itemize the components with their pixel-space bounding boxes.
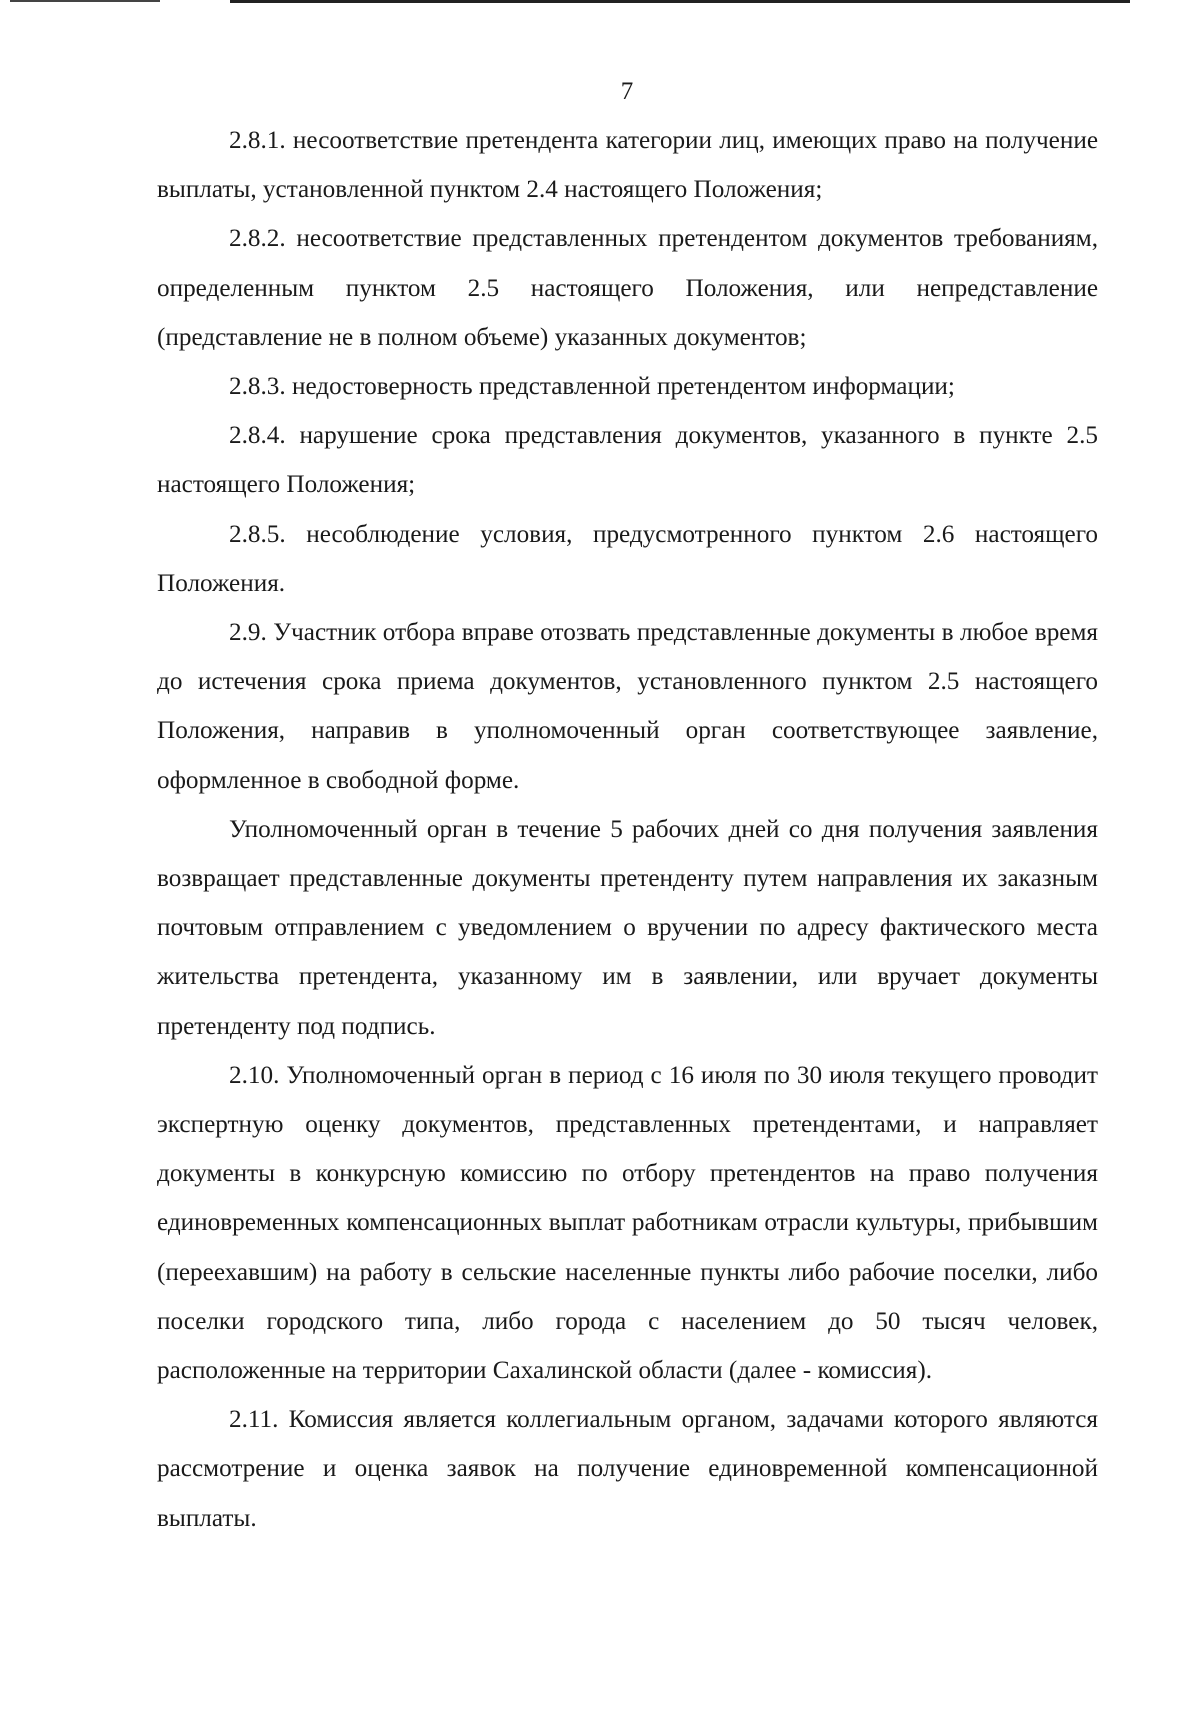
paragraph-2-9-return: Уполномоченный орган в течение 5 рабочих дней со дня получения заявления возвращает представленные документы претенденту путем направления их заказным почтовым отправлением с уведомлением о вручении по адресу фактического места жительства претендента, указанному им в заявлении, или вручает документы претенденту под подпись. (157, 815, 1098, 1040)
scan-edge-line-left (10, 0, 160, 2)
paragraph-2-8-3: 2.8.3. недостоверность представленной претендентом информации; (229, 373, 955, 401)
paragraph-2-8-2: 2.8.2. несоответствие представленных претендентом документов требованиям, определенным пунктом 2.5 настоящего Положения, или непредставление (представление не в полном объеме) указанных документов; (157, 225, 1098, 351)
paragraph-2-8-4: 2.8.4. нарушение срока представления документов, указанного в пункте 2.5 настоящего Положения; (157, 422, 1098, 499)
paragraph-2-9: 2.9. Участник отбора вправе отозвать представленные документы в любое время до истечения срока приема документов, установленного пунктом 2.5 настоящего Положения, направив в уполномоченный орган соответствующее заявление, оформленное в свободной форме. (157, 619, 1098, 794)
paragraph-2-8-1: 2.8.1. несоответствие претендента категории лиц, имеющих право на получение выплаты, установленной пунктом 2.4 настоящего Положения; (157, 127, 1098, 204)
page-number: 7 (620, 78, 634, 105)
paragraph-2-11: 2.11. Комиссия является коллегиальным органом, задачами которого являются рассмотрение и оценка заявок на получение единовременной компенсационной выплаты. (157, 1406, 1098, 1532)
scan-edge-line (230, 0, 1130, 3)
document-body (157, 116, 1098, 1543)
paragraph-2-8-5: 2.8.5. несоблюдение условия, предусмотренного пунктом 2.6 настоящего Положения. (157, 520, 1098, 597)
paragraph-2-10: 2.10. Уполномоченный орган в период с 16 июля по 30 июля текущего проводит экспертную оценку документов, представленных претендентами, и направляет документы в конкурсную комиссию по отбору претендентов на право получения единовременных компенсационных выплат работникам отрасли культуры, прибывшим (переехавшим) на работу в сельские населенные пункты либо рабочие поселки, либо поселки городского типа, либо города с населением до 50 тысяч человек, расположенные на территории Сахалинской области (далее - комиссия). (157, 1061, 1098, 1385)
